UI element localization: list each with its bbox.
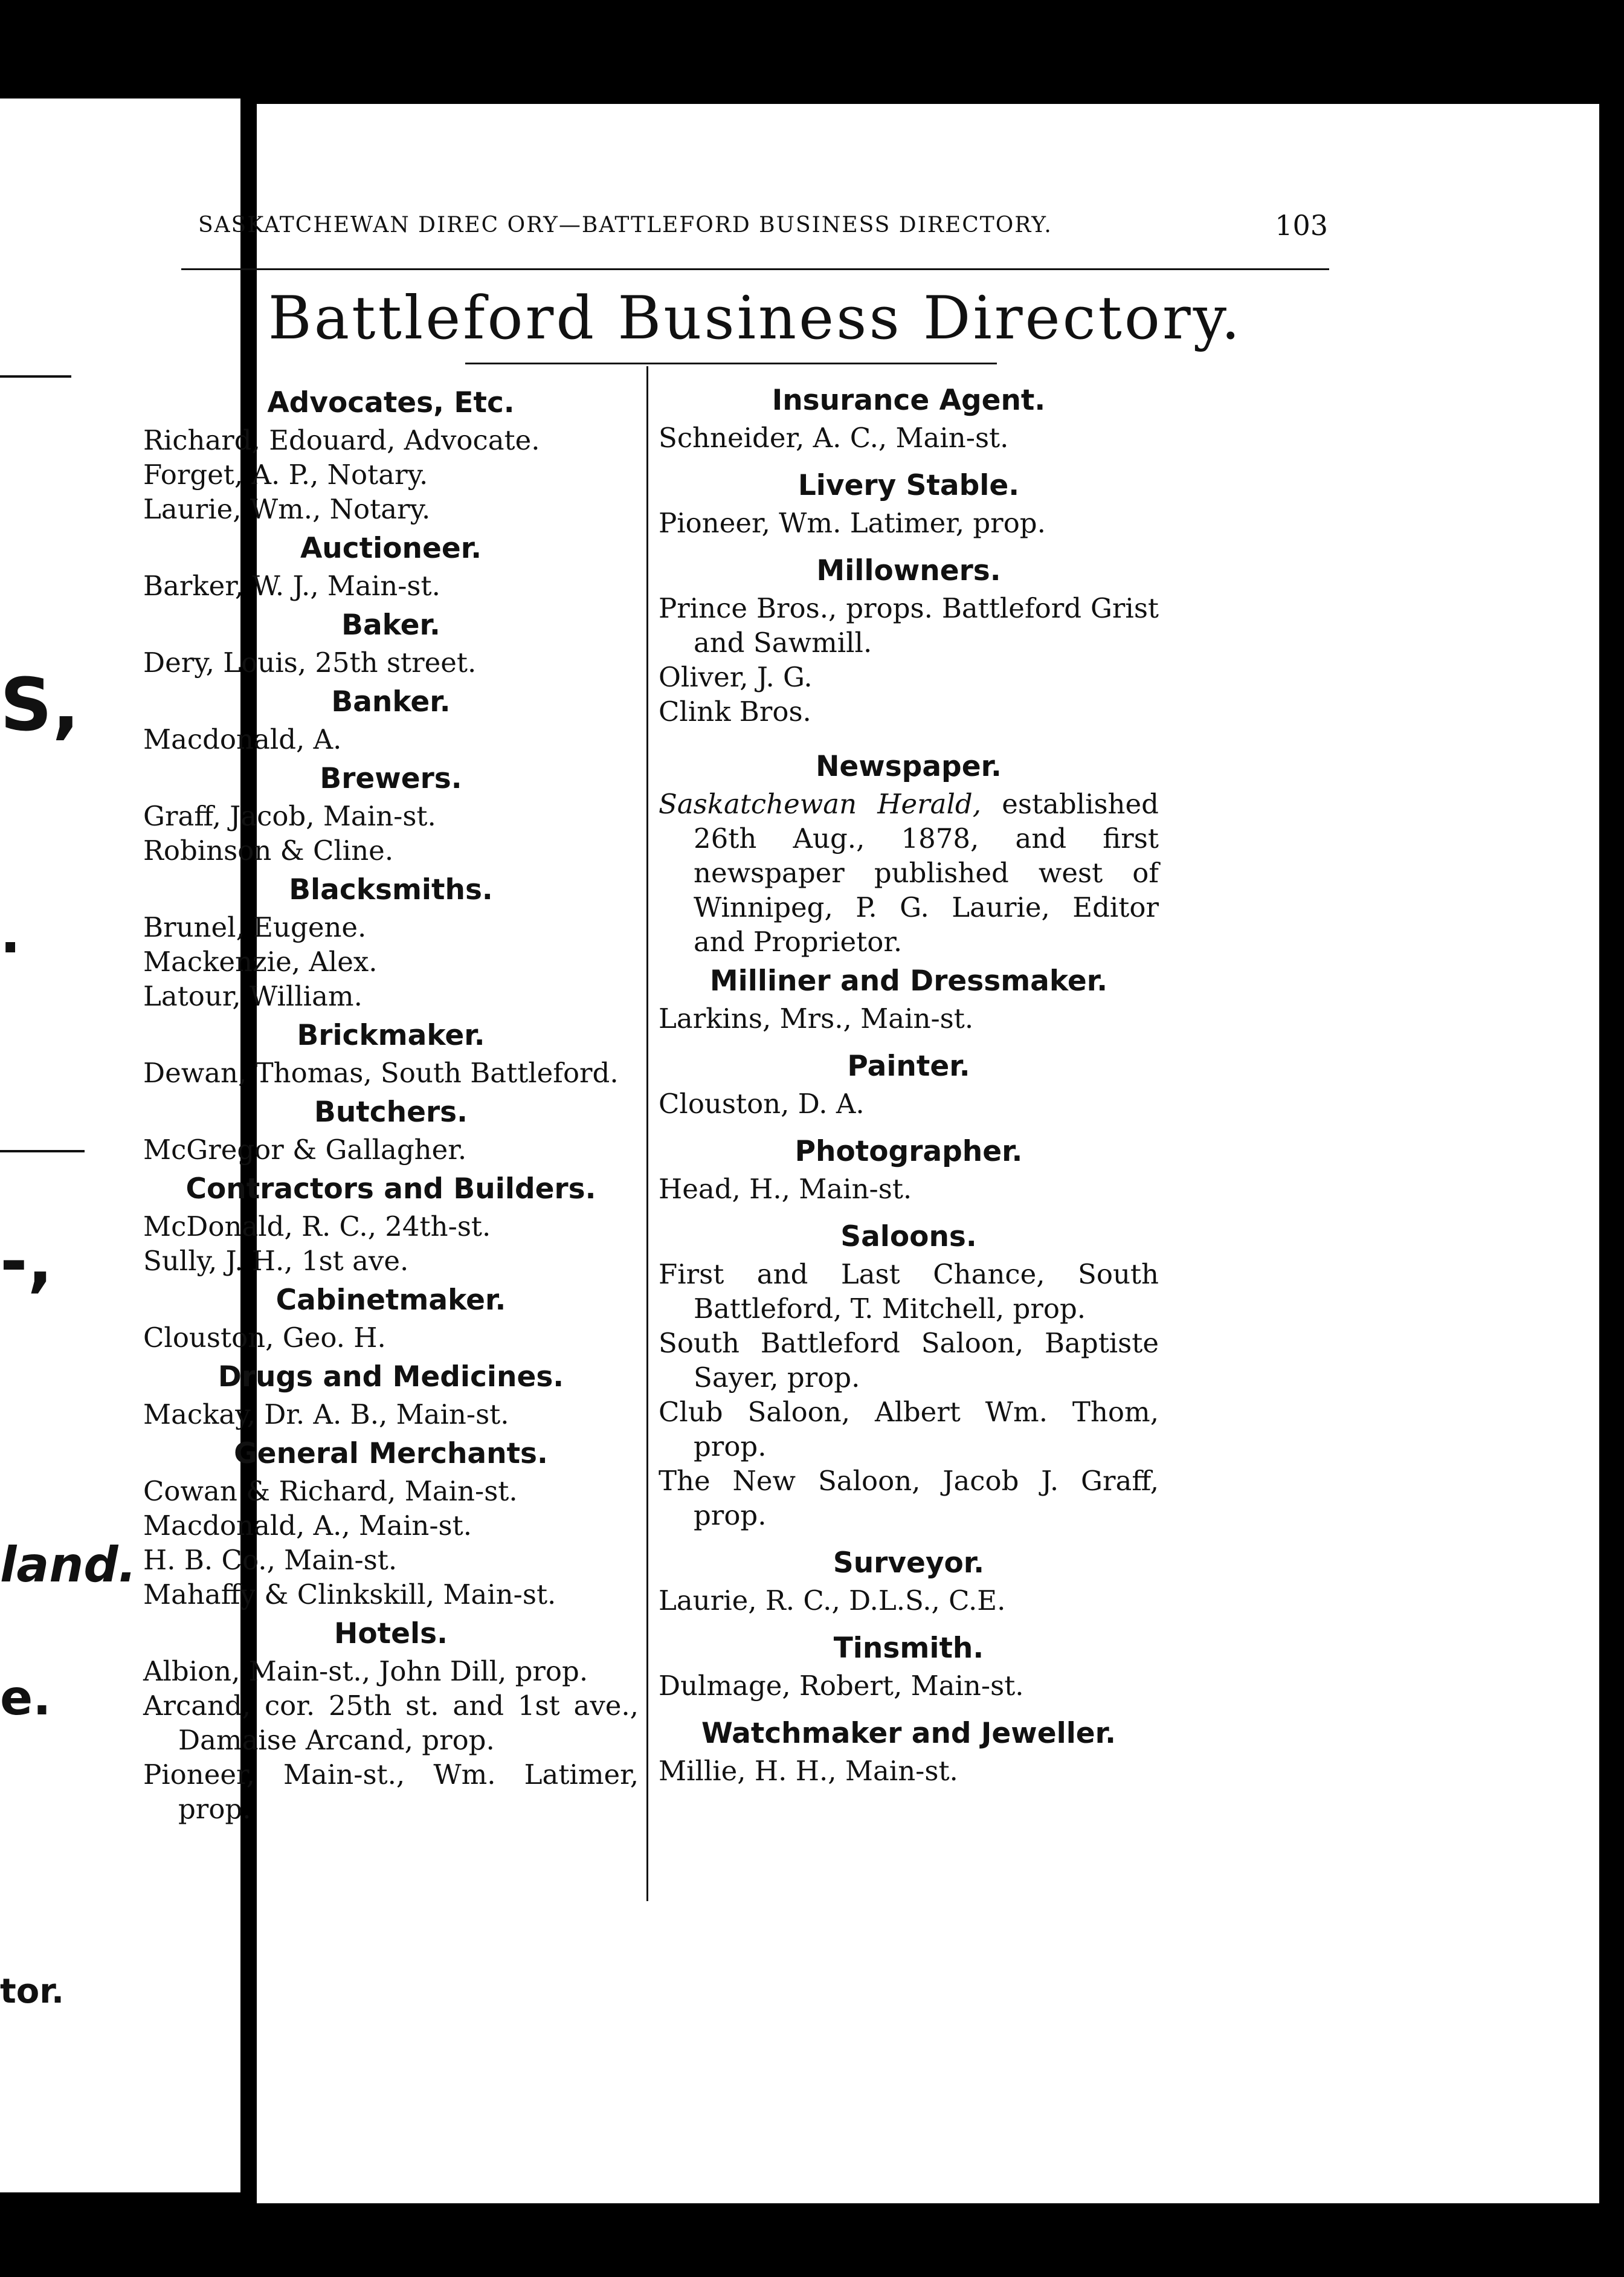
category-heading: Surveyor. bbox=[833, 1546, 985, 1580]
category-heading: General Merchants. bbox=[234, 1437, 548, 1470]
directory-entry: Macdonald, A., Main-st. bbox=[143, 1510, 472, 1542]
category-blacksmiths bbox=[143, 870, 639, 1013]
category-contractors bbox=[143, 1169, 639, 1278]
category-heading: Brewers. bbox=[320, 762, 462, 795]
directory-entry: Pioneer, Wm. Latimer, prop. bbox=[659, 507, 1046, 539]
category-livery bbox=[659, 466, 1159, 540]
category-heading: Millowners. bbox=[816, 554, 1001, 587]
directory-entry: Clouston, D. A. bbox=[659, 1088, 865, 1120]
category-tinsmith bbox=[659, 1629, 1159, 1703]
facing-page-text: tor. bbox=[0, 1972, 65, 2011]
category-heading: Painter. bbox=[847, 1050, 970, 1083]
directory-entry: Clink Bros. bbox=[659, 696, 811, 728]
directory-entry: Latour, William. bbox=[143, 980, 362, 1012]
category-milliner bbox=[659, 961, 1159, 1036]
directory-entry: Laurie, Wm., Notary. bbox=[143, 493, 431, 525]
facing-page-text: . bbox=[0, 902, 21, 966]
directory-entry: Dery, Louis, 25th street. bbox=[143, 647, 477, 679]
category-heading: Auctioneer. bbox=[300, 532, 482, 565]
category-surveyor bbox=[659, 1543, 1159, 1618]
directory-entry: Mackay, Dr. A. B., Main-st. bbox=[143, 1398, 509, 1430]
directory-entry: McGregor & Gallagher. bbox=[143, 1134, 467, 1166]
category-baker bbox=[143, 606, 639, 680]
directory-entry: Barker, W. J., Main-st. bbox=[143, 570, 440, 602]
category-heading: Advocates, Etc. bbox=[267, 386, 515, 419]
category-painter bbox=[659, 1047, 1159, 1121]
directory-entry: Schneider, A. C., Main-st. bbox=[659, 422, 1009, 454]
category-heading: Banker. bbox=[331, 685, 451, 719]
page-number: 103 bbox=[1275, 209, 1328, 242]
directory-entry: Brunel, Eugene. bbox=[143, 911, 367, 943]
category-heading: Hotels. bbox=[334, 1617, 448, 1650]
category-heading: Cabinetmaker. bbox=[276, 1284, 506, 1317]
category-heading: Watchmaker and Jeweller. bbox=[701, 1717, 1116, 1750]
category-heading: Livery Stable. bbox=[798, 469, 1020, 502]
directory-entry: Robinson & Cline. bbox=[143, 835, 394, 867]
directory-entry: Clouston, Geo. H. bbox=[143, 1322, 386, 1354]
directory-entry: Arcand, cor. 25th st. and 1st ave., Damaise Arcand, prop. bbox=[143, 1690, 639, 1756]
category-cabinetmaker bbox=[143, 1281, 639, 1355]
directory-entry: Mackenzie, Alex. bbox=[143, 946, 378, 978]
directory-entry: Albion, Main-st., John Dill, prop. bbox=[143, 1655, 588, 1687]
directory-entry: Forget, A. P., Notary. bbox=[143, 459, 428, 491]
facing-page-rule bbox=[0, 375, 71, 378]
directory-entry: H. B. Co., Main-st. bbox=[143, 1544, 398, 1576]
category-heading: Blacksmiths. bbox=[289, 873, 493, 906]
directory-entry: The New Saloon, Jacob J. Graff, prop. bbox=[659, 1465, 1159, 1531]
category-heading: Milliner and Dressmaker. bbox=[709, 964, 1108, 998]
directory-entry: Oliver, J. G. bbox=[659, 661, 813, 693]
category-heading: Newspaper. bbox=[816, 750, 1002, 783]
category-heading: Drugs and Medicines. bbox=[218, 1360, 564, 1394]
category-heading: Insurance Agent. bbox=[772, 384, 1046, 417]
page-title: Battleford Business Directory. bbox=[268, 284, 1243, 353]
directory-entry: Richard, Edouard, Advocate. bbox=[143, 424, 540, 456]
facing-page-text: land. bbox=[0, 1537, 137, 1593]
directory-entry bbox=[659, 787, 1159, 959]
category-general-merchants bbox=[143, 1434, 639, 1612]
newspaper-name: Saskatchewan Herald, bbox=[659, 788, 982, 820]
title-rule bbox=[465, 363, 997, 364]
category-brewers bbox=[143, 759, 639, 868]
category-newspaper bbox=[659, 747, 1159, 959]
directory-entry: Dulmage, Robert, Main-st. bbox=[659, 1670, 1024, 1702]
facing-page-text: e. bbox=[0, 1670, 51, 1726]
directory-entry: McDonald, R. C., 24th-st. bbox=[143, 1210, 491, 1242]
category-butchers bbox=[143, 1093, 639, 1167]
category-heading: Tinsmith. bbox=[833, 1632, 984, 1665]
directory-entry: Macdonald, A. bbox=[143, 723, 342, 755]
directory-entry: Larkins, Mrs., Main-st. bbox=[659, 1003, 974, 1035]
directory-entry: Prince Bros., props. Battleford Grist and Sawmill. bbox=[659, 592, 1159, 659]
directory-entry: South Battleford Saloon, Baptiste Sayer, prop. bbox=[659, 1327, 1159, 1394]
facing-page-text: -, bbox=[0, 1222, 53, 1300]
category-millowners bbox=[659, 551, 1159, 729]
header-rule bbox=[181, 268, 1329, 270]
category-heading: Baker. bbox=[341, 609, 440, 642]
directory-entry: Mahaffy & Clinkskill, Main-st. bbox=[143, 1578, 556, 1610]
category-heading: Contractors and Builders. bbox=[185, 1172, 596, 1206]
category-photographer bbox=[659, 1132, 1159, 1206]
directory-entry: Graff, Jacob, Main-st. bbox=[143, 800, 436, 832]
column-divider bbox=[646, 366, 648, 1901]
category-watchmaker bbox=[659, 1714, 1159, 1788]
directory-entry: Head, H., Main-st. bbox=[659, 1173, 912, 1205]
facing-page-rule bbox=[0, 1150, 85, 1152]
category-advocates bbox=[143, 383, 639, 526]
category-drugs bbox=[143, 1357, 639, 1432]
category-heading: Butchers. bbox=[314, 1096, 468, 1129]
category-saloons bbox=[659, 1217, 1159, 1533]
directory-entry: Millie, H. H., Main-st. bbox=[659, 1755, 958, 1787]
directory-entry: Sully, J. H., 1st ave. bbox=[143, 1245, 409, 1277]
category-heading: Brickmaker. bbox=[297, 1019, 485, 1052]
category-insurance bbox=[659, 381, 1159, 455]
category-heading: Photographer. bbox=[794, 1135, 1023, 1168]
running-head-text: SASKATCHEWAN DIREC ORY—BATTLEFORD BUSINESS DIRECTORY. bbox=[198, 213, 1052, 237]
directory-entry: Pioneer, Main-st., Wm. Latimer, prop. bbox=[143, 1759, 639, 1825]
running-head bbox=[198, 209, 1328, 242]
category-auctioneer bbox=[143, 529, 639, 603]
left-column bbox=[143, 381, 639, 1826]
directory-entry: Dewan, Thomas, South Battleford. bbox=[143, 1057, 619, 1089]
directory-entry: Laurie, R. C., D.L.S., C.E. bbox=[659, 1584, 1006, 1617]
directory-entry: Cowan & Richard, Main-st. bbox=[143, 1475, 518, 1507]
category-heading: Saloons. bbox=[840, 1220, 977, 1253]
facing-page-text: S, bbox=[0, 664, 80, 748]
right-column bbox=[659, 381, 1159, 1788]
category-brickmaker bbox=[143, 1016, 639, 1090]
category-banker bbox=[143, 682, 639, 757]
newspaper-details: established 26th Aug., 1878, and first newspaper published west of Winnipeg, P. G. Laurie, Editor and Proprietor. bbox=[694, 788, 1159, 958]
category-hotels bbox=[143, 1614, 639, 1826]
directory-entry: Club Saloon, Albert Wm. Thom, prop. bbox=[659, 1396, 1159, 1462]
directory-entry: First and Last Chance, South Battleford, T. Mitchell, prop. bbox=[659, 1258, 1159, 1325]
